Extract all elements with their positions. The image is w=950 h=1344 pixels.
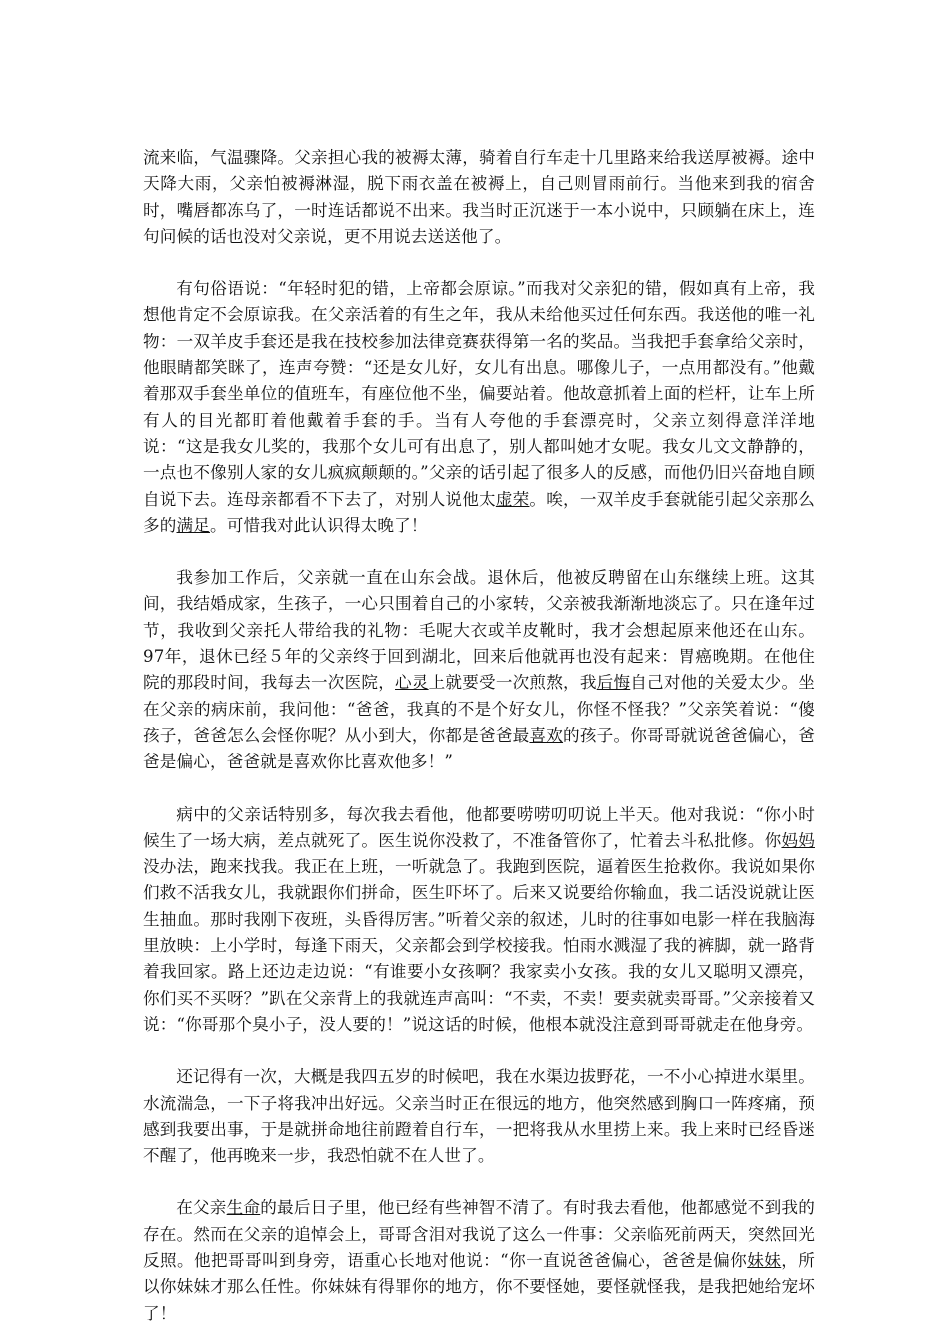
link-mama[interactable]: 妈妈 bbox=[781, 830, 815, 850]
paragraph-text: 没办法，跑来找我。我正在上班，一听就急了。我跑到医院，逼着医生抢救你。我说如果你们救不活我女儿，我就跟你们拼命，医生吓坏了。后来又说要给你输血，我二话没说就让医生抽血。那时我刚下夜班，头昏得厉害。”听着父亲的叙述，儿时的往事如电影一样在我脑海里放映：上小学时，每逢下雨天，父亲都会到学校接我。怕雨水溅湿了我的裤脚，就一路背着我回家。路上还边走边说：“有谁要小女孩啊？我家卖小女孩。我的女儿又聪明又漂亮，你们买不买呀？”趴在父亲背上的我就连声高叫：“不卖，不卖！要卖就卖哥哥。”父亲接着又说：“你哥那个臭小子，没人要的！”说这话的时候，他根本就没注意到哥哥就走在他身旁。 bbox=[143, 857, 815, 1034]
paragraph-4 bbox=[143, 802, 815, 1039]
paragraph-text: 。唉，一双羊皮手套就能引起父亲那么多的 bbox=[143, 489, 815, 535]
paragraph-text: 我参加工作后，父亲就一直在山东会战。退休后，他被反聘留在山东继续上班。这其间，我结婚成家，生孩子，一心只围着自己的小家转，父亲被我渐渐地淡忘了。只在逢年过节，我收到父亲托人带给我的礼物：毛呢大衣或羊皮靴时，我才会想起原来他还在山东。97年，退休已经５年的父亲终于回到湖北，回来后他就再也没有起来：胃癌晚期。在他住院的那段时间，我每去一次医院， bbox=[143, 568, 815, 693]
link-meimei[interactable]: 妹妹 bbox=[747, 1250, 782, 1270]
paragraph-3 bbox=[143, 565, 815, 775]
link-manzu[interactable]: 满足 bbox=[176, 515, 210, 535]
paragraph-text: 的孩子。你哥哥就说爸爸偏心，爸爸是偏心，爸爸就是喜欢你比喜欢他多！” bbox=[143, 725, 816, 772]
link-xinling[interactable]: 心灵 bbox=[395, 673, 429, 693]
paragraph-text: 上就要受一次煎熬，我 bbox=[428, 673, 597, 693]
paragraph-5 bbox=[143, 1064, 815, 1169]
paragraph-2 bbox=[143, 276, 815, 539]
paragraph-text: ，所以你妹妹才那么任性。你妹妹有得罪你的地方，你不要怪她，要怪就怪我，是我把她给宠坏了！ bbox=[143, 1250, 815, 1323]
paragraph-text: 病中的父亲话特别多，每次我去看他，他都要唠唠叨叨说上半天。他对我说：“你小时候生了一场大病，差点就死了。医生说你没救了，不准备管你了，忙着去斗私批修。你 bbox=[143, 804, 815, 850]
link-shengming[interactable]: 生命 bbox=[226, 1198, 261, 1218]
link-xihuan[interactable]: 喜欢 bbox=[529, 725, 564, 745]
paragraph-1 bbox=[143, 145, 815, 250]
paragraph-text: 流来临，气温骤降。父亲担心我的被褥太薄，骑着自行车走十几里路来给我送厚被褥。途中天降大雨，父亲怕被褥淋湿，脱下雨衣盖在被褥上，自己则冒雨前行。当他来到我的宿舍时，嘴唇都冻乌了，一时连话都说不出来。我当时正沉迷于一本小说中，只顾躺在床上，连句问候的话也没对父亲说，更不用说去送送他了。 bbox=[143, 148, 815, 246]
paragraph-text: 还记得有一次，大概是我四五岁的时候吧，我在水渠边拔野花，一不小心掉进水渠里。水流湍急，一下子将我冲出好远。父亲当时正在很远的地方，他突然感到胸口一阵疼痛，预感到我要出事，于是就拼命地往前蹬着自行车，一把将我从水里捞上来。我上来时已经昏迷不醒了，他再晚来一步，我恐怕就不在人世了。 bbox=[143, 1067, 815, 1166]
link-xurong[interactable]: 虚荣 bbox=[495, 489, 530, 509]
paragraph-text: 有句俗语说：“年轻时犯的错，上帝都会原谅。”而我对父亲犯的错，假如真有上帝，我想他肯定不会原谅我。在父亲活着的有生之年，我从未给他买过任何东西。我送他的唯一礼物：一双羊皮手套还是我在技校参加法律竞赛获得第一名的奖品。当我把手套拿给父亲时，他眼睛都笑眯了，连声夸赞：“还是女儿好，女儿有出息。哪像儿子，一点用都没有。”他戴着那双手套坐单位的值班车，有座位他不坐，偏要站着。他故意抓着上面的栏杆，让车上所有人的目光都盯着他戴着手套的手。当有人夸他的手套漂亮时，父亲立刻得意洋洋地说：“这是我女儿奖的，我那个女儿可有出息了，别人都叫她才女呢。我女儿文文静静的，一点也不像别人家的女儿疯疯颠颠的。”父亲的话引起了很多人的反感，而他仍旧兴奋地自顾自说下去。连母亲都看不下去了，对别人说他太 bbox=[143, 279, 815, 509]
link-houhui[interactable]: 后悔 bbox=[596, 673, 631, 693]
paragraph-text: 。可惜我对此认识得太晚了！ bbox=[210, 515, 428, 535]
paragraph-text: 的最后日子里，他已经有些神智不清了。有时我去看他，他都感觉不到我的存在。然而在父亲的追悼会上，哥哥含泪对我说了这么一件事：父亲临死前两天，突然回光反照。他把哥哥叫到身旁，语重心长地对他说：“你一直说爸爸偏心，爸爸是偏你 bbox=[143, 1198, 815, 1270]
paragraph-text: 自己对他的关爱太少。坐在父亲的病床前，我问他：“爸爸，我真的不是个好女儿，你怪不怪我？”父亲笑着说：“傻孩子，爸爸怎么会怪你呢？从小到大，你都是爸爸最 bbox=[143, 673, 815, 745]
paragraph-6 bbox=[143, 1195, 815, 1326]
paragraph-text: 在父亲 bbox=[176, 1198, 227, 1218]
document-body bbox=[143, 145, 815, 1327]
